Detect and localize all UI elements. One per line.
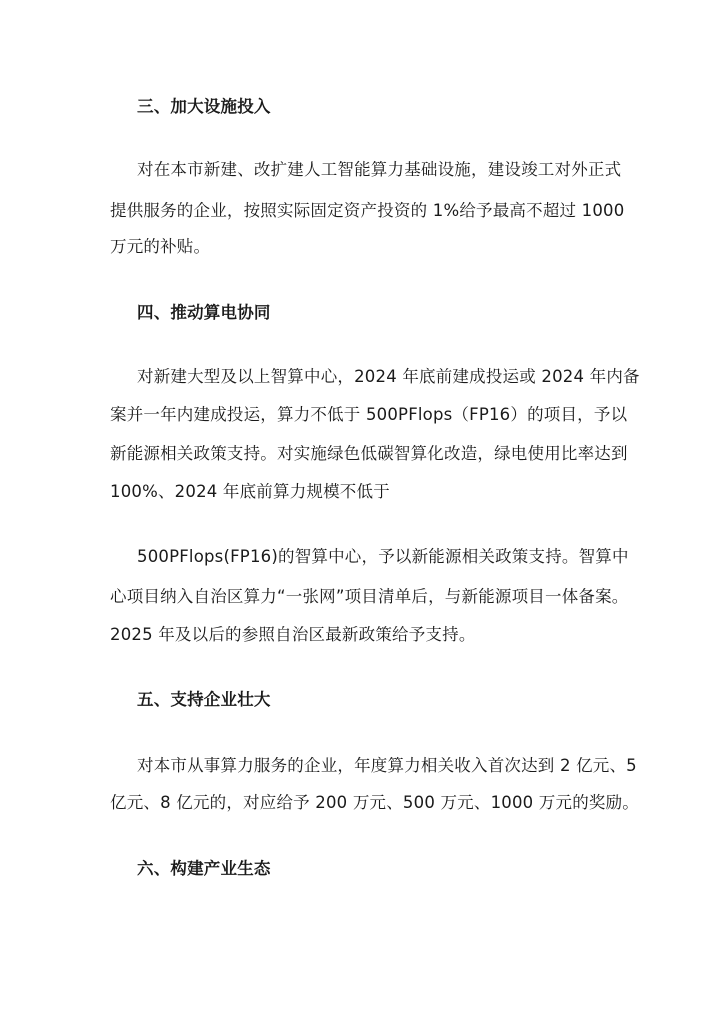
paragraph-line: 2025 年及以后的参照自治区最新政策给予支持。: [110, 625, 476, 644]
paragraph-line: 心项目纳入自治区算力“一张网”项目清单后，与新能源项目一体备案。: [110, 587, 629, 606]
paragraph-line: 新能源相关政策支持。对实施绿色低碳智算化改造，绿电使用比率达到: [110, 444, 628, 463]
paragraph-line: 100%、2024 年底前算力规模不低于: [110, 482, 390, 501]
section-heading-3: 三、加大设施投入: [137, 97, 271, 116]
section-heading-6: 六、构建产业生态: [137, 859, 271, 878]
paragraph-line: 对新建大型及以上智算中心，2024 年底前建成投运或 2024 年内备: [137, 367, 640, 386]
paragraph-line: 案并一年内建成投运，算力不低于 500PFlops（FP16）的项目，予以: [110, 405, 628, 424]
paragraph-line: 对本市从事算力服务的企业，年度算力相关收入首次达到 2 亿元、5: [137, 756, 637, 775]
section-heading-4: 四、推动算电协同: [137, 303, 271, 322]
paragraph-line: 对在本市新建、改扩建人工智能算力基础设施，建设竣工对外正式: [137, 160, 622, 179]
paragraph-line: 500PFlops(FP16)的智算中心，予以新能源相关政策支持。智算中: [137, 547, 629, 566]
paragraph-line: 亿元、8 亿元的，对应给予 200 万元、500 万元、1000 万元的奖励。: [110, 793, 640, 812]
paragraph-line: 提供服务的企业，按照实际固定资产投资的 1%给予最高不超过 1000: [110, 201, 625, 220]
paragraph-line: 万元的补贴。: [110, 237, 211, 256]
section-heading-5: 五、支持企业壮大: [137, 690, 271, 709]
